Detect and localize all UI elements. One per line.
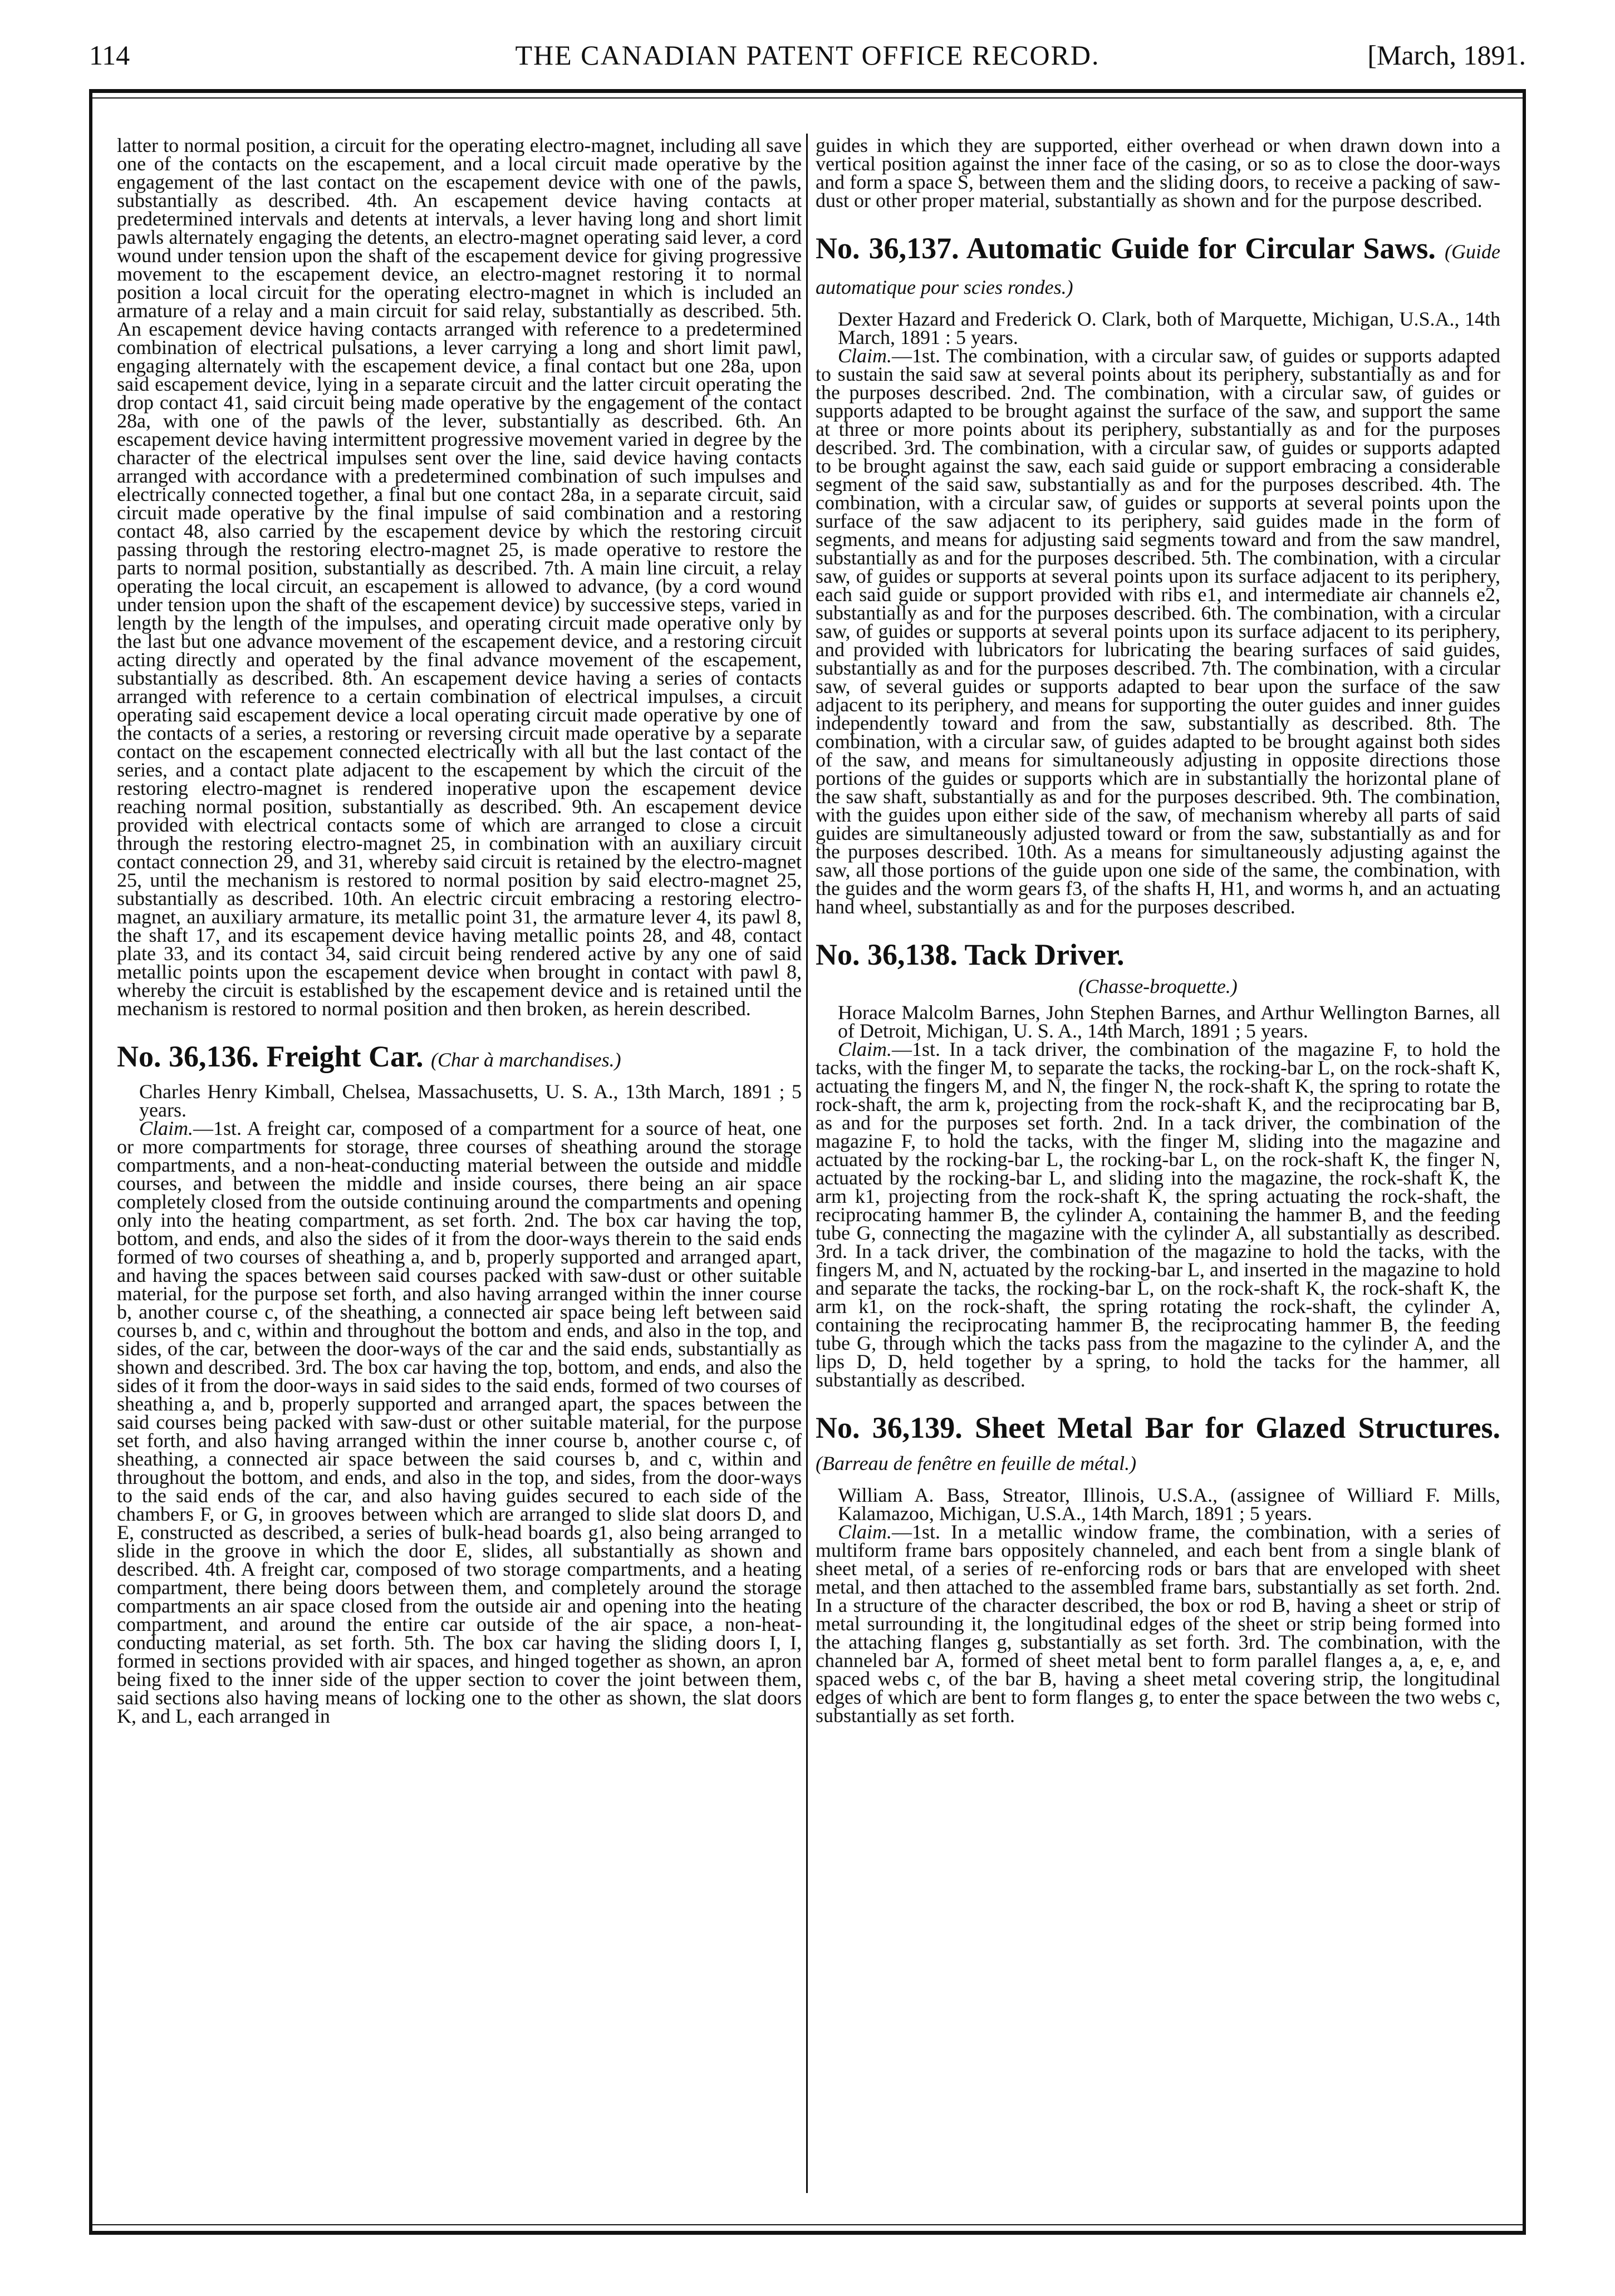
entry-french-title: (Barreau de fenêtre en feuille de métal.) bbox=[816, 1452, 1137, 1474]
entry-french-title: (Char à marchandises.) bbox=[430, 1049, 621, 1071]
bottom-inner-border bbox=[89, 2224, 1526, 2225]
entry-title: No. 36,139. Sheet Metal Bar for Glazed Structures. bbox=[816, 1411, 1500, 1444]
right-border bbox=[1523, 89, 1526, 2235]
page-header bbox=[89, 39, 1526, 78]
patent-entry-36138 bbox=[816, 938, 1500, 1389]
entry-title: No. 36,138. Tack Driver. bbox=[816, 938, 1125, 971]
left-border bbox=[89, 89, 92, 2235]
entry-heading bbox=[117, 1040, 802, 1076]
continued-claims-text: latter to normal position, a circuit for the operating electro-magnet, including all save one of the contacts on the escapement, and a local circuit made operative by the engagement of the last contact on the escapement device with one of the pawls, substantially as described. 4th. An escapement device having contacts at predetermined intervals and detents at intervals, a lever having long and short limit pawls alternately engaging the detents, an electro-magnet operating said lever, a cord wound under tension upon the shaft of the escapement device for giving progressive movement to the escapement device, an electro-magnet restoring it to normal position a local circuit for the operating electro-magnet in which is included an armature of a relay and a main circuit for said relay, substantially as described. 5th. An escapement device having contacts arranged with reference to a predetermined combination of electrical pulsations, a lever carrying a long and short limit pawl, engaging alternately with the escapement device, a final contact but one 28a, upon said escapement device, lying in a separate circuit and the latter circuit operating the drop contact 41, said circuit being made operative by the engagement of the contact 28a, with one of the pawls of the lever, substantially as described. 6th. An escapement device having intermittent progressive movement varied in degree by the character of the electrical impulses sent over the line, said device having contacts arranged with accordance with a predetermined combination of such impulses and electrically connected together, a final but one contact 28a, in a separate circuit, said circuit made operative by the final impulse of said combination and a restoring contact 48, also carried by the escapement device by which the restoring circuit passing through the restoring electro-magnet 25, is made operative to restore the parts to normal position, substantially as described. 7th. A main line circuit, a relay operating the local circuit, an escapement is allowed to advance, (by a cord wound under tension upon the shaft of the escapement device) by successive steps, varied in length by the length of the impulses, and operating circuit made operative only by the last but one advance movement of the escapement device, and a restoring circuit acting directly and operated by the final advance movement of the escapement, substantially as described. 8th. An escapement device having a series of contacts arranged with reference to a certain combination of electrical impulses, a circuit operating said escapement device a local operating circuit made operative by one of the contacts of a series, a restoring or reversing circuit made operative by a separate contact on the escapement connected electrically with all but the last contact of the series, and a contact plate adjacent to the escapement by which the circuit of the restoring electro-magnet is rendered inoperative upon the escapement device reaching normal position, substantially as described. 9th. An escapement device provided with electrical contacts some of which are arranged to close a circuit through the restoring electro-magnet 25, in combination with an auxiliary circuit contact connection 29, and 31, whereby said circuit is retained by the electro-magnet 25, until the mechanism is restored to normal position by said electro-magnet 25, substantially as described. 10th. An electric circuit embracing a restoring electro-magnet, an auxiliary armature, its metallic point 31, the armature lever 4, its pawl 8, the shaft 17, and its escapement device having metallic points 28, and 48, contact plate 33, and its contact 34, said circuit being rendered active by any one of said metallic points upon the escapement device when brought in contact with pawl 8, whereby the circuit is established by the escapement device and is retained until the mechanism is restored to normal position and then broken, as herein described. bbox=[117, 134, 802, 1020]
entry-heading bbox=[816, 1412, 1500, 1479]
entry-french-title: (Chasse-broquette.) bbox=[1078, 975, 1238, 997]
claim-body: —1st. In a metallic window frame, the combination, with a series of multiform frame bars oppositely channeled, and each bent from a single blank of sheet metal, of a series of re-enforcing rods or bars that are enveloped with sheet metal, and then attached to the assembled frame bars, substantially as set forth. 2nd. In a structure of the character described, the box or rod B, having a sheet or strip of metal surrounding it, the longitudinal edges of the sheet or strip being formed into the attaching flanges g, substantially as set forth. 3rd. The combination, with the channeled bar A, formed of sheet metal bent to form parallel flanges a, a, e, e, and spaced webs c, of the bar B, having a sheet metal covering strip, the longitudinal edges of which are bent to form flanges g, to enter the space between the two webs c, substantially as set forth. bbox=[816, 1521, 1500, 1727]
entry-title: No. 36,137. Automatic Guide for Circular Saws. bbox=[816, 232, 1436, 265]
claim-label: Claim. bbox=[139, 1117, 194, 1139]
left-column bbox=[117, 136, 802, 1725]
applicant-info: Dexter Hazard and Frederick O. Clark, both of Marquette, Michigan, U.S.A., 14th March, 1891 : 5 years. bbox=[838, 308, 1500, 348]
right-column bbox=[816, 136, 1500, 1725]
claim-body: —1st. A freight car, composed of a compartment for a source of heat, one or more compartments for storage, three courses of sheathing around the storage compartments, and a non-heat-conducting material between the outside and middle courses, and between the middle and inside courses, there being an air space completely closed from the outside continuing around the compartments and opening only into the heating compartment, as set forth. 2nd. The box car having the top, bottom, and ends, and also the sides of it from the door-ways therein to the said ends formed of two courses of sheathing a, and b, properly supported and arranged apart, and having the spaces between said courses packed with saw-dust or other suitable material, for the purpose set forth, and also having arranged within the inner course b, another course c, of the sheathing, a connected air space being left between said courses b, and c, within and throughout the bottom and ends, and also in the top, and sides, of the car, between the door-ways of the car and the said ends, substantially as shown and described. 3rd. The box car having the top, bottom, and ends, and also the sides of it from the door-ways in said sides to the said ends, formed of two courses of sheathing a, and b, properly supported and arranged apart, the spaces between the said courses being packed with saw-dust or other suitable material, for the purpose set forth, and also having arranged within the inner course b, another course c, of sheathing, a connected air space between the said courses b, and c, within and throughout the bottom, and ends, and also in the top, and sides, from the door-ways to the said ends of the car, and also having guides secured to each side of the chambers F, or G, in grooves between which are arranged to slide slat doors D, and E, constructed as described, a series of bulk-head boards g1, also being arranged to slide in the groove in which the door E, slides, all substantially as shown and described. 4th. A freight car, composed of two storage compartments, and a heating compartment, there being doors between them, and completely around the storage compartments an air space closed from the outside air and opening into the heating compartment, and around the entire car outside of the air space, a non-heat-conducting material, as set forth. 5th. The box car having the sliding doors I, I, formed in sections provided with air spaces, and hinged together as shown, an apron being fixed to the inner side of the upper section to cover the joint between them, said sections also having means of locking one to the other as shown, the slat doors K, and L, each arranged in bbox=[117, 1117, 802, 1727]
claim-text bbox=[816, 1040, 1500, 1389]
entry-french-title: (Guide automatique pour scies rondes.) bbox=[816, 240, 1501, 298]
claim-label: Claim. bbox=[838, 345, 892, 367]
top-border bbox=[89, 89, 1526, 93]
page-number: 114 bbox=[89, 40, 130, 71]
bottom-border bbox=[89, 2231, 1526, 2235]
claim-body: —1st. In a tack driver, the combination of the magazine F, to hold the tacks, with the finger M, to separate the tacks, the rocking-bar L, on the rock-shaft K, actuating the fingers M, and N, the finger N, the rock-shaft K, the spring to rotate the rock-shaft, the arm k, projecting from the rock-shaft K, and the reciprocating bar B, as and for the purposes set forth. 2nd. In a tack driver, the combination of the magazine F, to hold the tacks, with the finger M, sliding into the magazine and actuated by the rocking-bar L, the rocking-bar L, on the rock-shaft K, the finger N, actuated by the rocking-bar L, and sliding into the magazine, the rock-shaft K, the arm k1, projecting from the rock-shaft K, the spring actuating the rock-shaft, the reciprocating hammer B, the cylinder A, containing the hammer B, and the feeding tube G, connecting the magazine with the cylinder A, all substantially as described. 3rd. In a tack driver, the combination of the magazine to hold the tacks, with the fingers M, and N, actuated by the rocking-bar L, and inserted in the magazine to hold and separate the tacks, the rocking-bar L, on the rock-shaft K, the rock-shaft K, the arm k1, on the rock-shaft, the spring rotating the rock-shaft, the cylinder A, containing the reciprocating hammer B, the reciprocating hammer B, the feeding tube G, through which the tacks pass from the magazine to the cylinder A, and the lips D, D, held together by a spring, to hold the tacks for the hammer, all substantially as described. bbox=[816, 1038, 1500, 1391]
top-inner-border bbox=[89, 97, 1526, 99]
entry-heading bbox=[816, 938, 1500, 971]
applicant-info: William A. Bass, Streator, Illinois, U.S.A., (assignee of Williard F. Mills, Kalamazoo, Michigan, U.S.A., 14th March, 1891 ; 5 years. bbox=[838, 1484, 1500, 1525]
claim-text bbox=[816, 1523, 1500, 1725]
claim-label: Claim. bbox=[838, 1521, 892, 1543]
claim-text bbox=[816, 347, 1500, 916]
claim-text bbox=[117, 1119, 802, 1725]
patent-entry-36136 bbox=[117, 1040, 802, 1725]
applicant-info: Horace Malcolm Barnes, John Stephen Barnes, and Arthur Wellington Barnes, all of Detroit, Michigan, U. S. A., 14th March, 1891 ; 5 years. bbox=[838, 1001, 1500, 1042]
claim-label: Claim. bbox=[838, 1038, 892, 1060]
continued-claims-text: guides in which they are supported, either overhead or when drawn down into a vertical position against the inner face of the casing, or so as to close the door-ways and form a space S, between them and the sliding doors, to receive a packing of saw-dust or other proper material, substantially as shown and for the purpose described. bbox=[816, 134, 1500, 212]
entry-title: No. 36,136. Freight Car. bbox=[117, 1040, 424, 1073]
patent-entry-36137 bbox=[816, 232, 1500, 916]
entry-heading bbox=[816, 232, 1500, 303]
publication-title: THE CANADIAN PATENT OFFICE RECORD. bbox=[515, 40, 1100, 71]
applicant-info: Charles Henry Kimball, Chelsea, Massachusetts, U. S. A., 13th March, 1891 ; 5 years. bbox=[139, 1080, 802, 1121]
patent-entry-36139 bbox=[816, 1412, 1500, 1725]
column-divider bbox=[806, 134, 808, 2193]
issue-date: [March, 1891. bbox=[1367, 40, 1526, 71]
claim-body: —1st. The combination, with a circular saw, of guides or supports adapted to sustain the said saw at several points about its periphery, substantially as and for the purposes described. 2nd. The combination, with a circular saw, of guides or supports adapted to be brought against the surface of the saw, and support the same at three or more points about its periphery, substantially as and for the purposes described. 3rd. The combination, with a circular saw, of guides or supports adapted to be brought against the saw, each said guide or support embracing a considerable segment of the said saw, substantially as and for the purposes described. 4th. The combination, with a circular saw, of guides or supports at several points upon the surface of the saw adjacent to its periphery, said guides made in the form of segments, and means for adjusting said segments toward and from the saw mandrel, substantially as and for the purposes described. 5th. The combination, with a circular saw, of guides or supports at several points upon its surface adjacent to its periphery, each said guide or support provided with ribs e1, and intermediate air channels e2, substantially as and for the purposes described. 6th. The combination, with a circular saw, of guides or supports at several points upon its surface adjacent to its periphery, and provided with lubricators for lubricating the bearing surfaces of said guides, substantially as and for the purposes described. 7th. The combination, with a circular saw, of several guides or supports adapted to bear upon the surface of the saw adjacent to its periphery, and means for supporting the outer guides and inner guides independently toward and from the saw, substantially as described. 8th. The combination, with a circular saw, of guides adapted to be brought against both sides of the saw, and means for simultaneously adjusting in opposite directions those portions of the guides or supports which are in substantially the horizontal plane of the saw shaft, substantially as and for the purposes described. 9th. The combination, with the guides upon either side of the saw, of mechanism whereby all parts of said guides are simultaneously adjusted toward or from the saw, substantially as and for the purposes described. 10th. As a means for simultaneously adjusting against the saw, all those portions of the guide upon one side of the same, the combination, with the guides and the worm gears f3, of the shafts H, H1, and worms h, and an actuating hand wheel, substantially as and for the purposes described. bbox=[816, 345, 1500, 918]
